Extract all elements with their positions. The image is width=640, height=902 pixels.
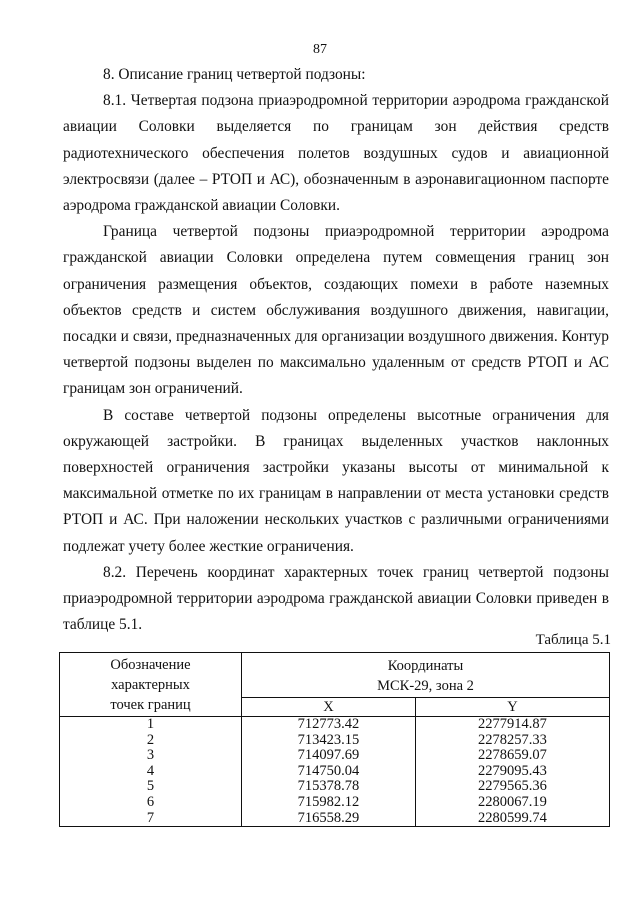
table-row bbox=[60, 717, 610, 733]
point-cell: 3 bbox=[60, 748, 242, 764]
y-coordinate-cell: 2280067.19 bbox=[415, 795, 609, 811]
header-point-designation bbox=[60, 653, 242, 717]
table-row bbox=[60, 748, 610, 764]
table-row bbox=[60, 733, 610, 749]
point-cell: 6 bbox=[60, 795, 242, 811]
y-coordinate-cell: 2278257.33 bbox=[415, 733, 609, 749]
header-coords-line1: Координаты bbox=[387, 657, 464, 674]
x-coordinate-cell: 715982.12 bbox=[242, 795, 416, 811]
table-row bbox=[60, 779, 610, 795]
x-coordinate-cell: 714750.04 bbox=[242, 764, 416, 780]
header-y: Y bbox=[415, 698, 609, 717]
coordinates-table-body bbox=[60, 717, 610, 827]
header-point-line2: характерных bbox=[111, 677, 190, 693]
table-row bbox=[60, 795, 610, 811]
x-coordinate-cell: 714097.69 bbox=[242, 748, 416, 764]
x-coordinate-cell: 713423.15 bbox=[242, 733, 416, 749]
header-point-line3: точек границ bbox=[110, 697, 191, 713]
page-number: 87 bbox=[313, 42, 327, 57]
paragraph-8-1: 8.1. Четвертая подзона приаэродромной территории аэродрома гражданской авиации Соловки выделяется по границам зон действия средств радиотехнического обеспечения полетов воздушных судов и авиационной электросвязи (далее – РТОП и АС), обозначенным в аэронавигационном паспорте аэродрома гражданской авиации Соловки. bbox=[63, 92, 609, 215]
y-coordinate-cell: 2277914.87 bbox=[415, 717, 609, 733]
paragraph-height-restrictions: В составе четвертой подзоны определены высотные ограничения для окружающей застройки. В границах выделенных участков наклонных поверхностей ограничения застройки указаны высоты от минимальной к максимальной отметке по их границам в направлении от места установки средств РТОП и АС. При наложении нескольких участков с различными ограничениями подлежат учету более жесткие ограничения. bbox=[63, 406, 609, 555]
table-caption: Таблица 5.1 bbox=[535, 632, 611, 648]
point-cell: 7 bbox=[60, 811, 242, 827]
y-coordinate-cell: 2278659.07 bbox=[415, 748, 609, 764]
y-coordinate-cell: 2279095.43 bbox=[415, 764, 609, 780]
y-coordinate-cell: 2279565.36 bbox=[415, 779, 609, 795]
point-cell: 2 bbox=[60, 733, 242, 749]
header-coords-line2: МСК-29, зона 2 bbox=[377, 677, 474, 694]
point-cell: 4 bbox=[60, 764, 242, 780]
document-body bbox=[63, 62, 609, 638]
x-coordinate-cell: 716558.29 bbox=[242, 811, 416, 827]
point-cell: 5 bbox=[60, 779, 242, 795]
point-cell: 1 bbox=[60, 717, 242, 733]
header-coordinates bbox=[242, 653, 610, 698]
table-row bbox=[60, 811, 610, 827]
header-point-line1: Обозначение bbox=[110, 657, 191, 673]
x-coordinate-cell: 715378.78 bbox=[242, 779, 416, 795]
x-coordinate-cell: 712773.42 bbox=[242, 717, 416, 733]
paragraph-8-2: 8.2. Перечень координат характерных точек границ четвертой подзоны приаэродромной территории аэродрома гражданской авиации Соловки приведен в таблице 5.1. bbox=[63, 563, 609, 634]
header-x: X bbox=[242, 698, 416, 717]
table-row bbox=[60, 764, 610, 780]
section-heading: 8. Описание границ четвертой подзоны: bbox=[103, 66, 366, 83]
paragraph-boundary-definition: Граница четвертой подзоны приаэродромной территории аэродрома гражданской авиации Соловки определена путем совмещения границ зон ограничения размещения объектов, создающих помехи в работе наземных объектов средств и систем обслуживания воздушного движения, навигации, посадки и связи, предназначенных для организации воздушного движения. Контур четвертой подзоны выделен по максимально удаленным от средств РТОП и АС границам зон ограничений. bbox=[63, 223, 609, 398]
y-coordinate-cell: 2280599.74 bbox=[415, 811, 609, 827]
coordinates-table bbox=[59, 652, 610, 827]
